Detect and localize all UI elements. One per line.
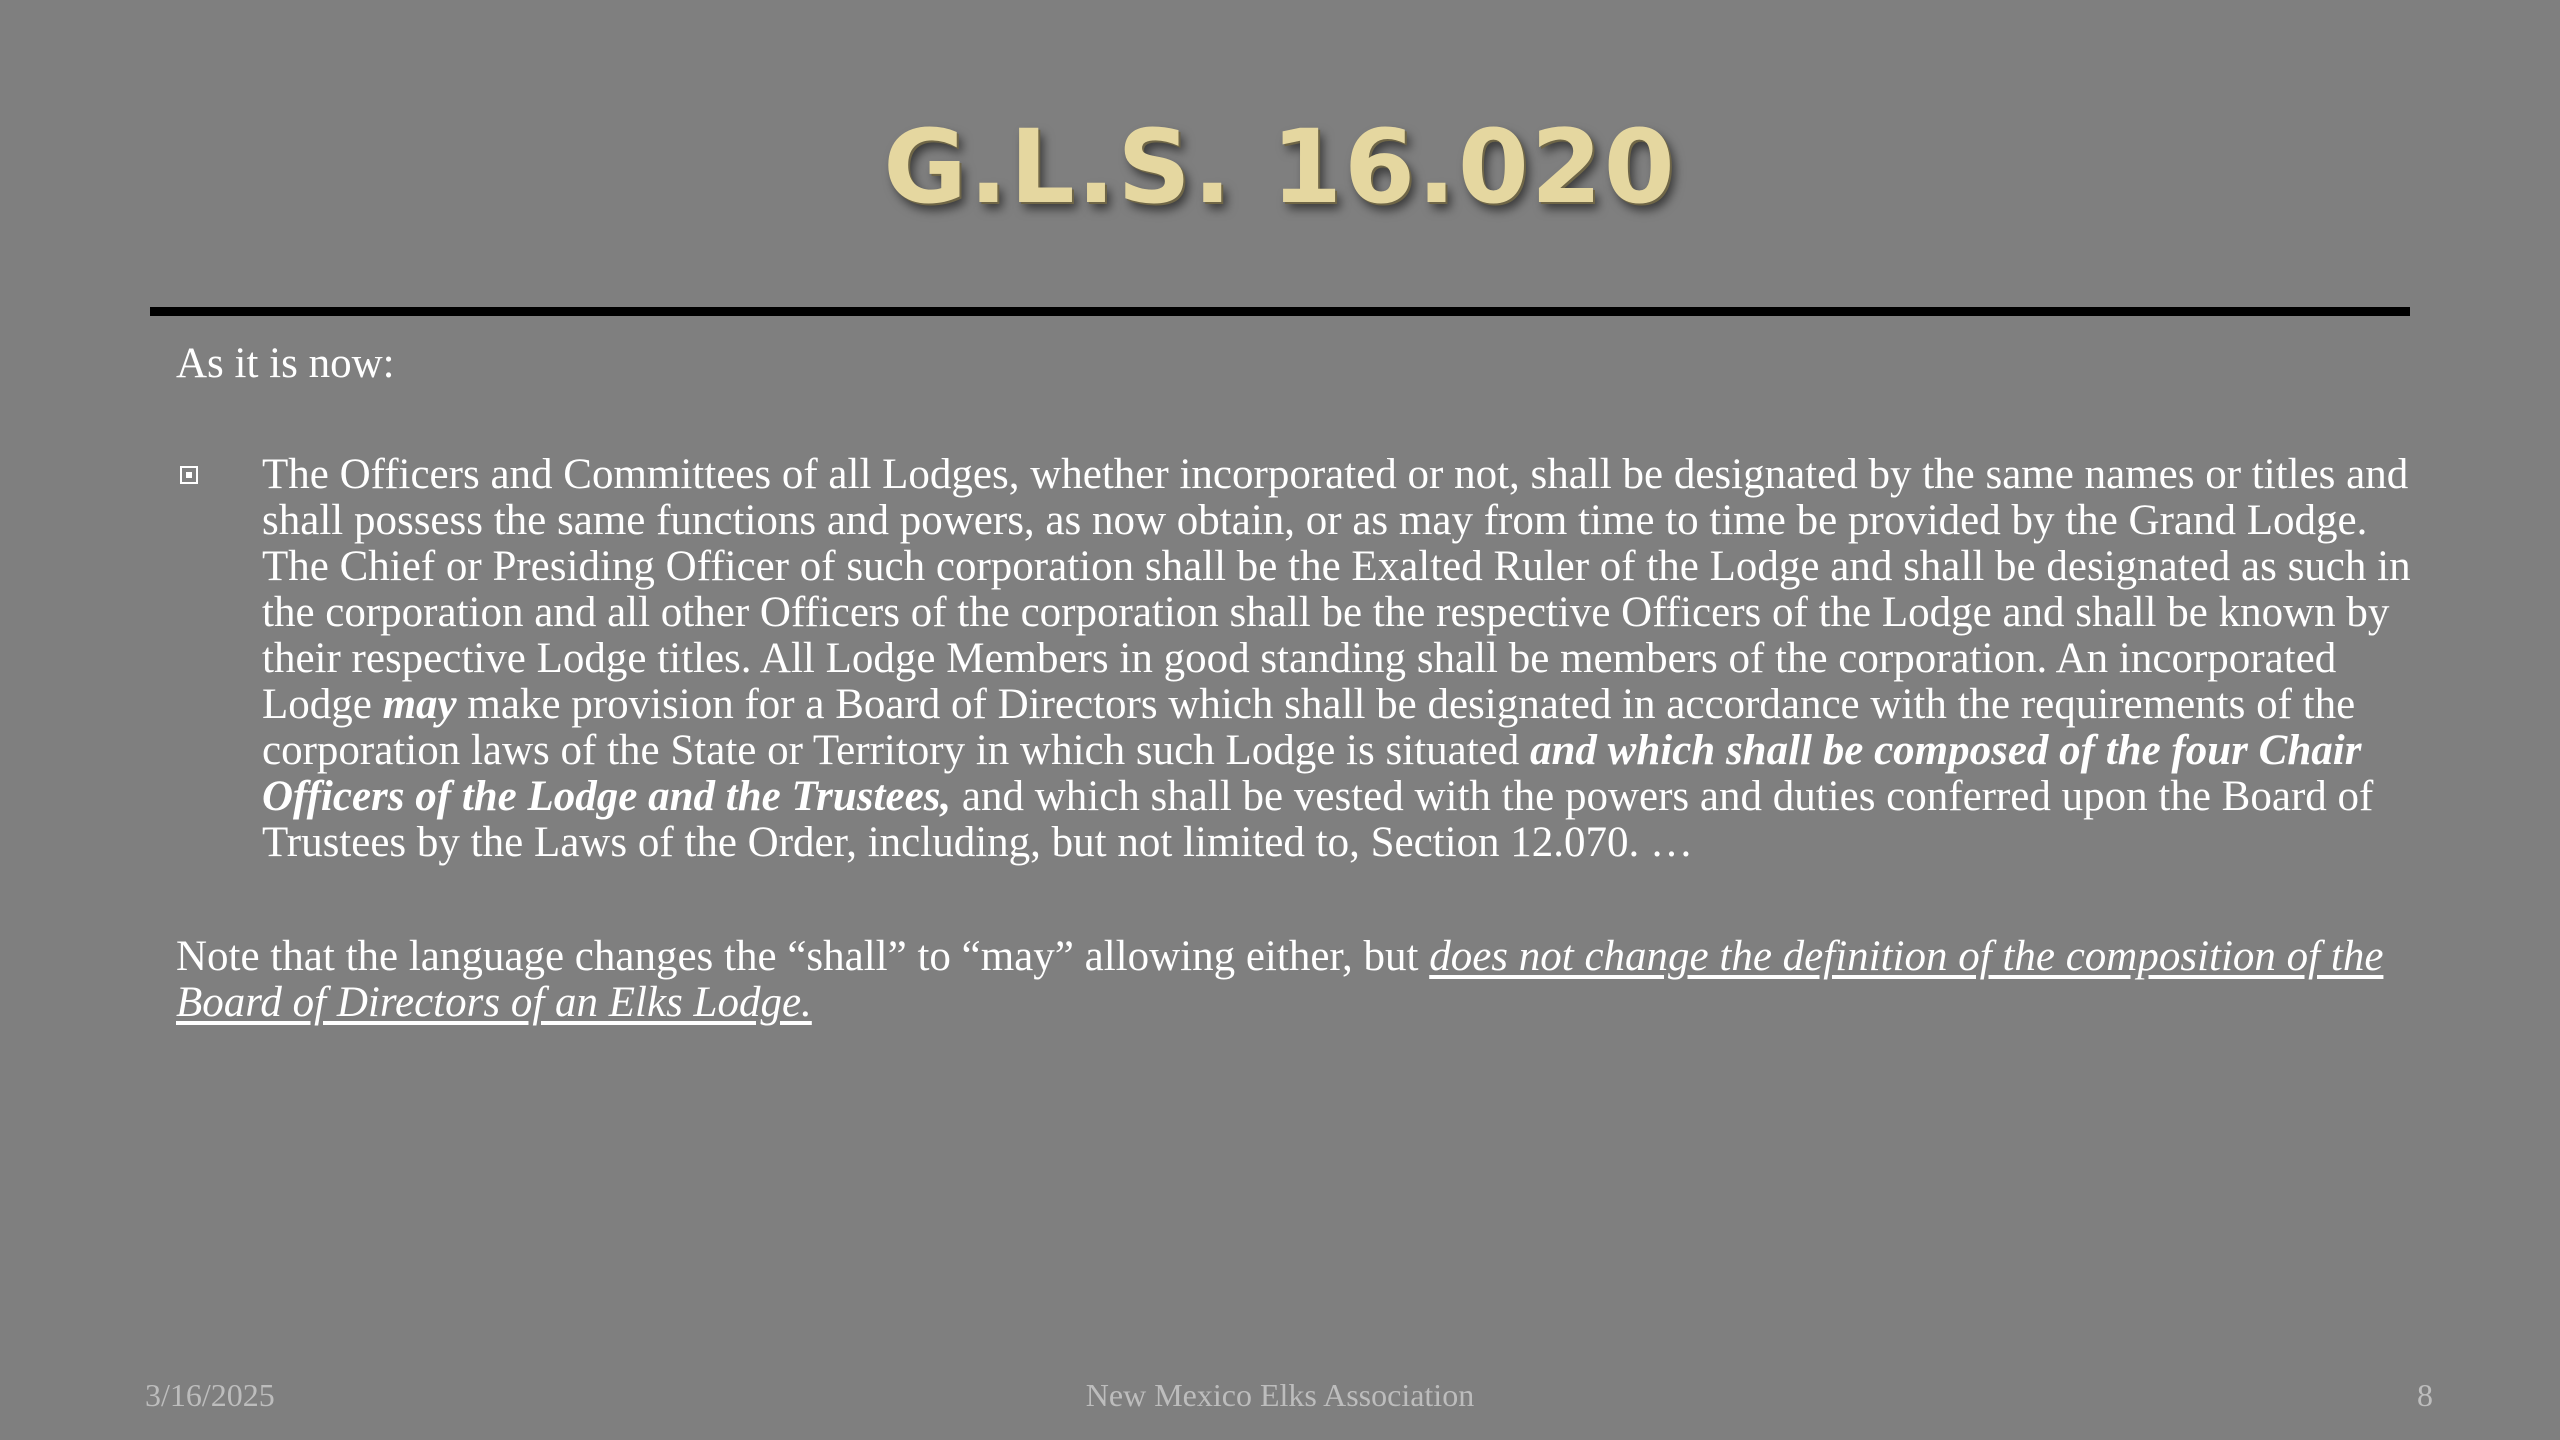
footer-date: 3/16/2025	[145, 1377, 275, 1413]
bullet-text-part3: and which shall be vested with the powers and duties conferred upon the Board of Trustees by the Laws of the Order, including, but not limited to, Section 12.070. …	[262, 773, 2374, 866]
note-text: Note that the language changes the “shall” to “may” allowing either, but	[176, 933, 1430, 980]
bullet-emphasis-composition: and which shall be composed of the four Chair Officers of the Lodge and the Trustees,	[262, 727, 2362, 820]
bullet-text-part2: make provision for a Board of Directors which shall be designated in accordance with the requirements of the corporation laws of the State or Territory in which such Lodge is situated	[262, 681, 2356, 774]
note-paragraph	[176, 934, 2416, 1026]
intro-text: As it is now:	[176, 340, 395, 387]
bullet-text-part1: The Officers and Committees of all Lodges, whether incorporated or not, shall be designated by the same names or titles and shall possess the same functions and powers, as now obtain, or as may from time to time be provided by the Grand Lodge. The Chief or Presiding Officer of such corporation shall be the Exalted Ruler of the Lodge and shall be designated as such in the corporation and all other Officers of the corporation shall be the respective Officers of the Lodge and shall be known by their respective Lodge titles. All Lodge Members in good standing shall be members of the corporation. An incorporated Lodge	[262, 451, 2411, 728]
title-divider	[150, 307, 2410, 316]
footer-organization: New Mexico Elks Association	[1085, 1377, 1475, 1413]
note-emphasis: does not change the definition of the composition of the Board of Directors of an Elks Lodge.	[176, 933, 2384, 1026]
bullet-text	[262, 452, 2416, 866]
square-bullet-icon	[180, 466, 198, 484]
slide-content	[176, 334, 2416, 1026]
bullet-item	[176, 452, 2416, 866]
footer-page-number: 8	[2417, 1377, 2433, 1413]
slide-title: G.L.S. 16.020	[883, 108, 1677, 227]
bullet-emphasis-may: may	[382, 681, 457, 728]
